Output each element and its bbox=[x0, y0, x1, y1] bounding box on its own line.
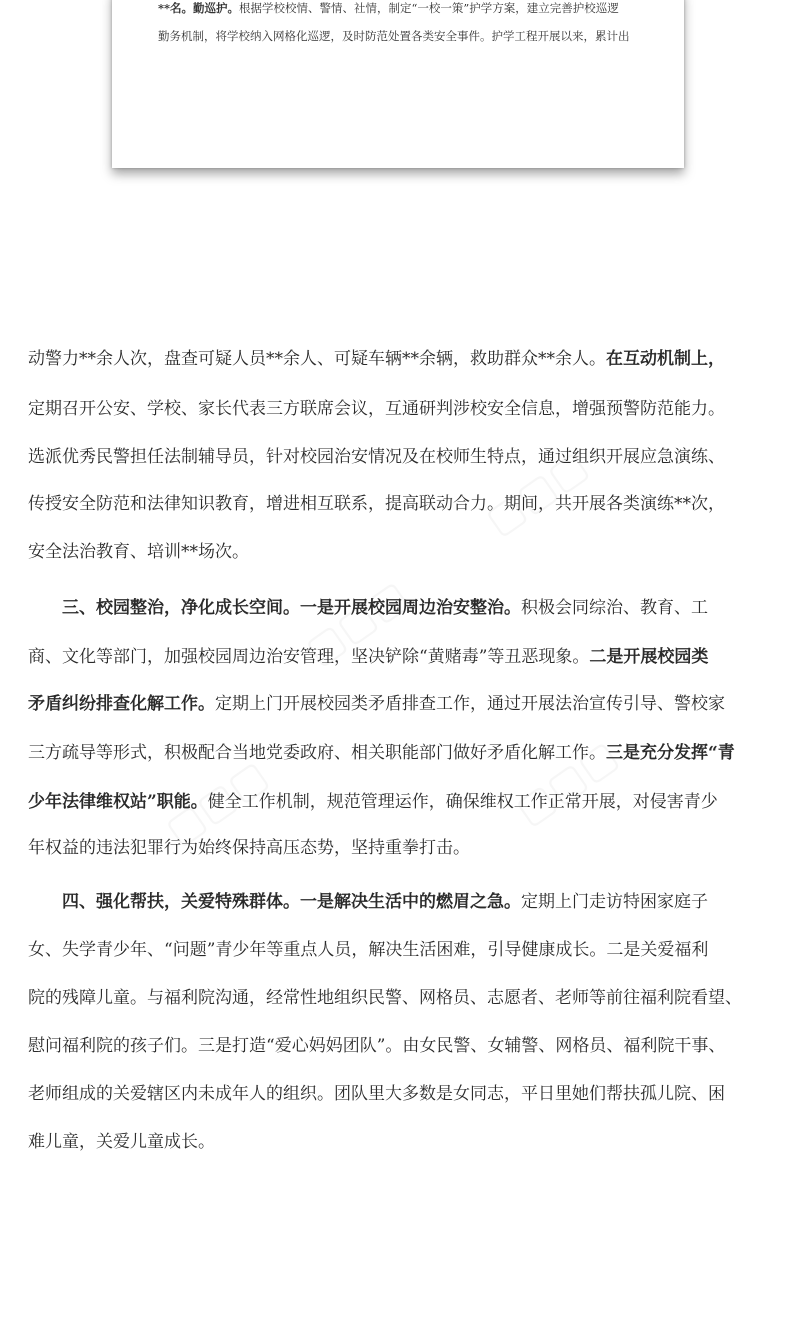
body-line-2: 定期召开公安、学校、家长代表三方联席会议，互通研判涉校安全信息，增强预警防范能力。 bbox=[28, 399, 725, 419]
card-line-1-bold: **名。勤巡护。 bbox=[158, 1, 240, 15]
body-line-1-text: 动警力**余人次，盘查可疑人员**余人、可疑车辆**余辆，救助群众**余人。 bbox=[28, 349, 606, 369]
card-line-2: 勤务机制，将学校纳入网格化巡逻，及时防范处置各类安全事件。护学工程开展以来，累计出 bbox=[158, 29, 630, 43]
section-4-line-1 bbox=[62, 890, 788, 914]
section-3-line-2-bold: 二是开展校园类 bbox=[589, 647, 709, 667]
card-line-1-rest: 根据学校校情、警情、社情，制定“一校一策”护学方案，建立完善护校巡逻 bbox=[239, 1, 619, 15]
section-3-line-3-rest: 定期上门开展校园类矛盾排查工作，通过开展法治宣传引导、警校家 bbox=[215, 694, 725, 714]
section-3-line-1 bbox=[62, 596, 788, 620]
section-4-line-6: 难儿童，关爱儿童成长。 bbox=[28, 1132, 215, 1152]
section-3-line-2 bbox=[28, 645, 788, 669]
section-4-heading: 四、强化帮扶，关爱特殊群体。一是解决生活中的燃眉之急。 bbox=[62, 892, 521, 912]
section-3-line-5-bold: 少年法律维权站”职能。 bbox=[28, 792, 208, 812]
section-3-line-3 bbox=[28, 692, 788, 716]
section-4-line-1-rest: 定期上门走访特困家庭子 bbox=[521, 892, 708, 912]
body-line-1-bold: 在互动机制上， bbox=[606, 349, 725, 369]
section-3-heading: 三、校园整治，净化成长空间。一是开展校园周边治安整治。 bbox=[62, 598, 521, 618]
section-4-line-5: 老师组成的关爱辖区内未成年人的组织。团队里大多数是女同志，平日里她们帮扶孤儿院、困 bbox=[28, 1084, 725, 1104]
body-line-1 bbox=[28, 347, 788, 371]
section-3-line-2-text: 商、文化等部门，加强校园周边治安管理，坚决铲除“黄赌毒”等丑恶现象。 bbox=[28, 647, 590, 667]
section-4-line-2: 女、失学青少年、“问题”青少年等重点人员，解决生活困难，引导健康成长。二是关爱福利 bbox=[28, 940, 709, 960]
section-3-line-6: 年权益的违法犯罪行为始终保持高压态势，坚持重拳打击。 bbox=[28, 838, 470, 858]
body-line-5: 安全法治教育、培训**场次。 bbox=[28, 542, 249, 562]
section-3-line-3-bold: 矛盾纠纷排查化解工作。 bbox=[28, 694, 215, 714]
section-4-line-3: 院的残障儿童。与福利院沟通，经常性地组织民警、网格员、志愿者、老师等前往福利院看望、 bbox=[28, 988, 742, 1008]
section-3-line-4-bold: 三是充分发挥“青 bbox=[606, 743, 735, 763]
body-line-3: 选派优秀民警担任法制辅导员，针对校园治安情况及在校师生特点，通过组织开展应急演练、 bbox=[28, 447, 725, 467]
section-3-line-1-rest: 积极会同综治、教育、工 bbox=[521, 598, 708, 618]
body-line-4: 传授安全防范和法律知识教育，增进相互联系，提高联动合力。期间，共开展各类演练**次， bbox=[28, 494, 725, 514]
section-3-line-4 bbox=[28, 741, 788, 765]
page-preview-card bbox=[112, 0, 684, 168]
card-line-1 bbox=[158, 0, 654, 16]
section-4-line-4: 慰问福利院的孩子们。三是打造“爱心妈妈团队”。由女民警、女辅警、网格员、福利院干事、 bbox=[28, 1036, 726, 1056]
section-3-line-4-text: 三方疏导等形式，积极配合当地党委政府、相关职能部门做好矛盾化解工作。 bbox=[28, 743, 606, 763]
section-3-line-5 bbox=[28, 790, 788, 814]
section-3-line-5-rest: 健全工作机制，规范管理运作，确保维权工作正常开展，对侵害青少 bbox=[207, 792, 718, 812]
